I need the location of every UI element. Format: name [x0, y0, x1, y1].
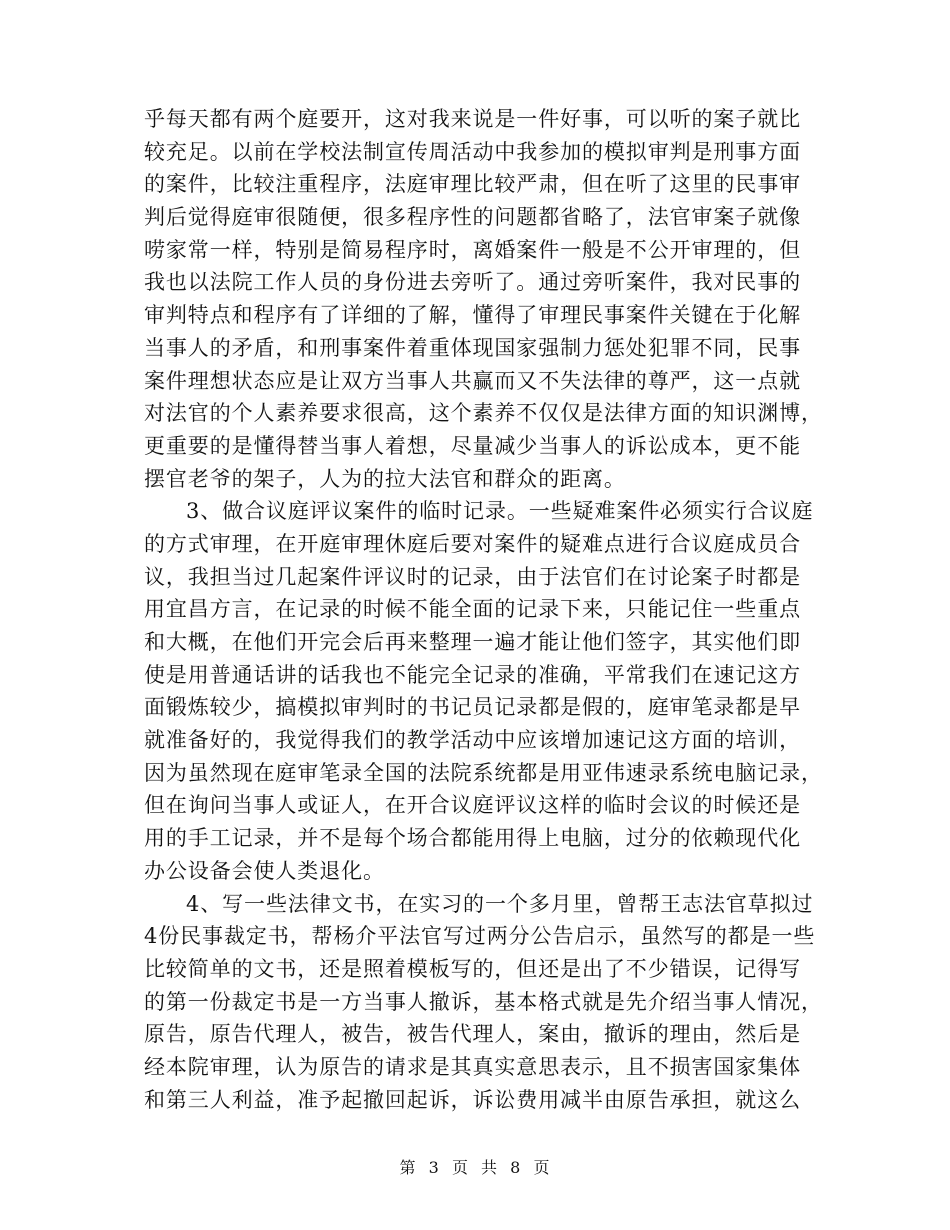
text-line: 的案件，比较注重程序，法庭审理比较严肃，但在听了这里的民事审 — [144, 172, 801, 197]
page-unit: 页 — [451, 1158, 469, 1177]
text-line: 办公设备会使人类退化。 — [144, 858, 385, 883]
text-line: 经本院审理，认为原告的请求是其真实意思表示，且不损害国家集体 — [144, 1054, 801, 1079]
text-line: 和大概，在他们开完会后再来整理一遍才能让他们签字，其实他们即 — [144, 630, 801, 654]
text-line: 审判特点和程序有了详细的了解，懂得了审理民事案件关键在于化解 — [144, 303, 801, 328]
total-prefix: 共 — [481, 1158, 499, 1177]
text-line: 的方式审理，在开庭审理休庭后要对案件的疑难点进行合议庭成员合 — [144, 531, 801, 556]
text-line: 议，我担当过几起案件评议时的记录，由于法官们在讨论案子时都是 — [144, 564, 801, 589]
text-line: 当事人的矛盾，和刑事案件着重体现国家强制力惩处犯罪不同，民事 — [144, 335, 801, 360]
page-footer — [0, 1155, 950, 1178]
total-unit: 页 — [533, 1158, 551, 1177]
text-line: 乎每天都有两个庭要开，这对我来说是一件好事，可以听的案子就比 — [144, 107, 801, 131]
document-body — [144, 103, 823, 1116]
text-line: 面锻炼较少，搞模拟审判时的书记员记录都是假的，庭审笔录都是早 — [144, 695, 801, 720]
text-line: 对法官的个人素养要求很高，这个素养不仅仅是法律方面的知识渊博， — [144, 401, 823, 426]
text-line: 原告，原告代理人，被告，被告代理人，案由，撤诉的理由，然后是 — [144, 1022, 801, 1047]
text-line: 但在询问当事人或证人，在开合议庭评议这样的临时会议的时候还是 — [144, 793, 801, 818]
text-line: 摆官老爷的架子，人为的拉大法官和群众的距离。 — [144, 466, 626, 491]
paragraph-start-line: 4、写一些法律文书，在实习的一个多月里，曾帮王志法官草拟过 — [186, 891, 814, 916]
text-line: 就准备好的，我觉得我们的教学活动中应该增加速记这方面的培训， — [144, 728, 801, 753]
text-line: 比较简单的文书，还是照着模板写的，但还是出了不少错误，记得写 — [144, 956, 801, 981]
text-line: 4份民事裁定书，帮杨介平法官写过两分公告启示，虽然写的都是一些 — [144, 924, 816, 949]
total-pages: 8 — [510, 1158, 522, 1177]
text-line: 我也以法院工作人员的身份进去旁听了。通过旁听案件，我对民事的 — [144, 270, 801, 295]
text-line: 较充足。以前在学校法制宣传周活动中我参加的模拟审判是刑事方面 — [144, 139, 801, 164]
text-line: 因为虽然现在庭审笔录全国的法院系统都是用亚伟速录系统电脑记录， — [144, 760, 823, 785]
text-line: 用的手工记录，并不是每个场合都能用得上电脑，过分的依赖现代化 — [144, 826, 801, 851]
text-line: 更重要的是懂得替当事人着想，尽量减少当事人的诉讼成本，更不能 — [144, 433, 801, 458]
text-line: 判后觉得庭审很随便，很多程序性的问题都省略了，法官审案子就像 — [144, 205, 801, 230]
paragraph-start-line: 3、做合议庭评议案件的临时记录。一些疑难案件必须实行合议庭 — [186, 499, 814, 524]
text-line: 案件理想状态应是让双方当事人共赢而又不失法律的尊严，这一点就 — [144, 368, 801, 393]
text-line: 用宜昌方言，在记录的时候不能全面的记录下来，只能记住一些重点 — [144, 597, 801, 622]
page-prefix: 第 — [399, 1158, 417, 1177]
text-line: 唠家常一样，特别是简易程序时，离婚案件一般是不公开审理的，但 — [144, 237, 801, 262]
page-number: 3 — [428, 1158, 440, 1177]
text-line: 的第一份裁定书是一方当事人撤诉，基本格式就是先介绍当事人情况， — [144, 989, 823, 1014]
text-line: 和第三人利益，准予起撤回起诉，诉讼费用减半由原告承担，就这么 — [144, 1087, 801, 1112]
text-line: 使是用普通话讲的话我也不能完全记录的准确，平常我们在速记这方 — [144, 662, 801, 687]
